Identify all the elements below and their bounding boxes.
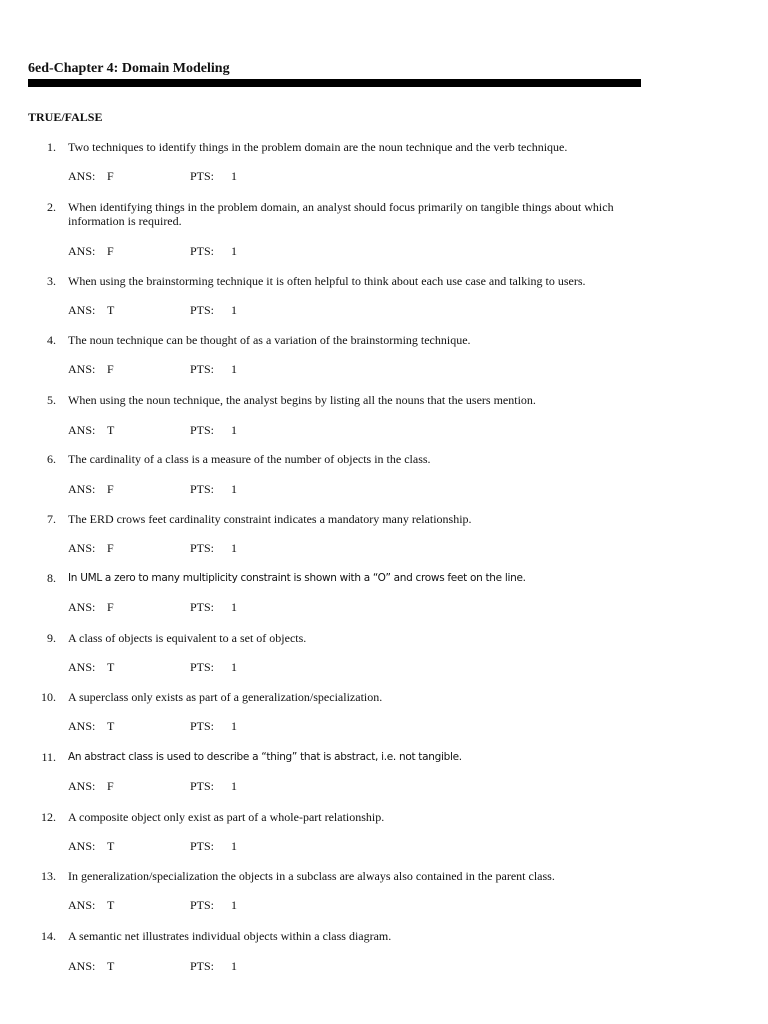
answer-value: F (107, 779, 114, 793)
answer-label: ANS: (68, 959, 96, 973)
points-label: PTS: (190, 959, 215, 973)
answer-value: T (107, 959, 115, 973)
title-rule (28, 79, 641, 87)
question-text: A semantic net illustrates individual objects within a class diagram. (68, 929, 392, 943)
question-number: 12. (41, 810, 56, 824)
answer-label: ANS: (68, 303, 96, 317)
points-value: 1 (231, 482, 237, 496)
question-number: 4. (47, 333, 56, 347)
question-number: 5. (47, 393, 56, 407)
points-value: 1 (231, 169, 237, 183)
points-label: PTS: (190, 423, 215, 437)
points-value: 1 (231, 959, 237, 973)
answer-label: ANS: (68, 423, 96, 437)
answer-label: ANS: (68, 839, 96, 853)
question-text: The ERD crows feet cardinality constraint indicates a mandatory many relationship. (68, 512, 472, 526)
points-label: PTS: (190, 244, 215, 258)
points-value: 1 (231, 541, 237, 555)
question-number: 8. (47, 571, 56, 585)
document-title: 6ed-Chapter 4: Domain Modeling (28, 61, 230, 76)
points-value: 1 (231, 779, 237, 793)
answer-value: T (107, 303, 115, 317)
answer-value: F (107, 541, 114, 555)
answer-label: ANS: (68, 779, 96, 793)
question-number: 2. (47, 200, 56, 214)
points-value: 1 (231, 423, 237, 437)
question-text: The cardinality of a class is a measure of the number of objects in the class. (68, 452, 431, 466)
points-value: 1 (231, 362, 237, 376)
points-label: PTS: (190, 303, 215, 317)
points-label: PTS: (190, 898, 215, 912)
answer-value: F (107, 362, 114, 376)
answer-label: ANS: (68, 898, 96, 912)
answer-label: ANS: (68, 719, 96, 733)
answer-value: T (107, 898, 115, 912)
answer-value: T (107, 839, 115, 853)
points-label: PTS: (190, 839, 215, 853)
points-value: 1 (231, 898, 237, 912)
points-label: PTS: (190, 719, 215, 733)
question-text: In generalization/specialization the objects in a subclass are always also contained in the parent class. (68, 869, 555, 883)
answer-value: F (107, 244, 114, 258)
answer-value: T (107, 423, 115, 437)
question-number: 6. (47, 452, 56, 466)
points-value: 1 (231, 660, 237, 674)
points-value: 1 (231, 839, 237, 853)
answer-label: ANS: (68, 600, 96, 614)
points-label: PTS: (190, 779, 215, 793)
points-label: PTS: (190, 541, 215, 555)
question-text: A class of objects is equivalent to a set of objects. (68, 631, 307, 645)
question-text: A superclass only exists as part of a generalization/specialization. (68, 690, 383, 704)
answer-label: ANS: (68, 244, 96, 258)
answer-label: ANS: (68, 362, 96, 376)
answer-label: ANS: (68, 169, 96, 183)
question-number: 11. (41, 750, 56, 764)
points-value: 1 (231, 600, 237, 614)
question-number: 14. (41, 929, 56, 943)
points-label: PTS: (190, 600, 215, 614)
question-text: An abstract class is used to describe a “thing” that is abstract, i.e. not tangible. (68, 751, 462, 763)
answer-label: ANS: (68, 541, 96, 555)
points-label: PTS: (190, 660, 215, 674)
question-text: Two techniques to identify things in the problem domain are the noun technique and the verb technique. (68, 140, 568, 154)
points-value: 1 (231, 244, 237, 258)
points-value: 1 (231, 303, 237, 317)
question-number: 3. (47, 274, 56, 288)
answer-value: T (107, 660, 115, 674)
question-number: 1. (47, 140, 56, 154)
answer-value: F (107, 482, 114, 496)
question-text: A composite object only exist as part of a whole-part relationship. (68, 810, 385, 824)
answer-value: F (107, 600, 114, 614)
section-heading: TRUE/FALSE (28, 110, 103, 124)
question-text: The noun technique can be thought of as a variation of the brainstorming technique. (68, 333, 471, 347)
answer-label: ANS: (68, 660, 96, 674)
question-text: In UML a zero to many multiplicity constraint is shown with a “O” and crows feet on the line. (68, 572, 526, 584)
question-number: 10. (41, 690, 56, 704)
answer-value: T (107, 719, 115, 733)
points-value: 1 (231, 719, 237, 733)
question-text: When using the noun technique, the analyst begins by listing all the nouns that the users mention. (68, 393, 536, 407)
points-label: PTS: (190, 362, 215, 376)
answer-label: ANS: (68, 482, 96, 496)
question-number: 13. (41, 869, 56, 883)
question-text: When identifying things in the problem domain, an analyst should focus primarily on tangible things about which information is required. (68, 200, 614, 228)
points-label: PTS: (190, 482, 215, 496)
answer-value: F (107, 169, 114, 183)
question-number: 7. (47, 512, 56, 526)
question-text: When using the brainstorming technique it is often helpful to think about each use case and talking to users. (68, 274, 586, 288)
question-number: 9. (47, 631, 56, 645)
points-label: PTS: (190, 169, 215, 183)
